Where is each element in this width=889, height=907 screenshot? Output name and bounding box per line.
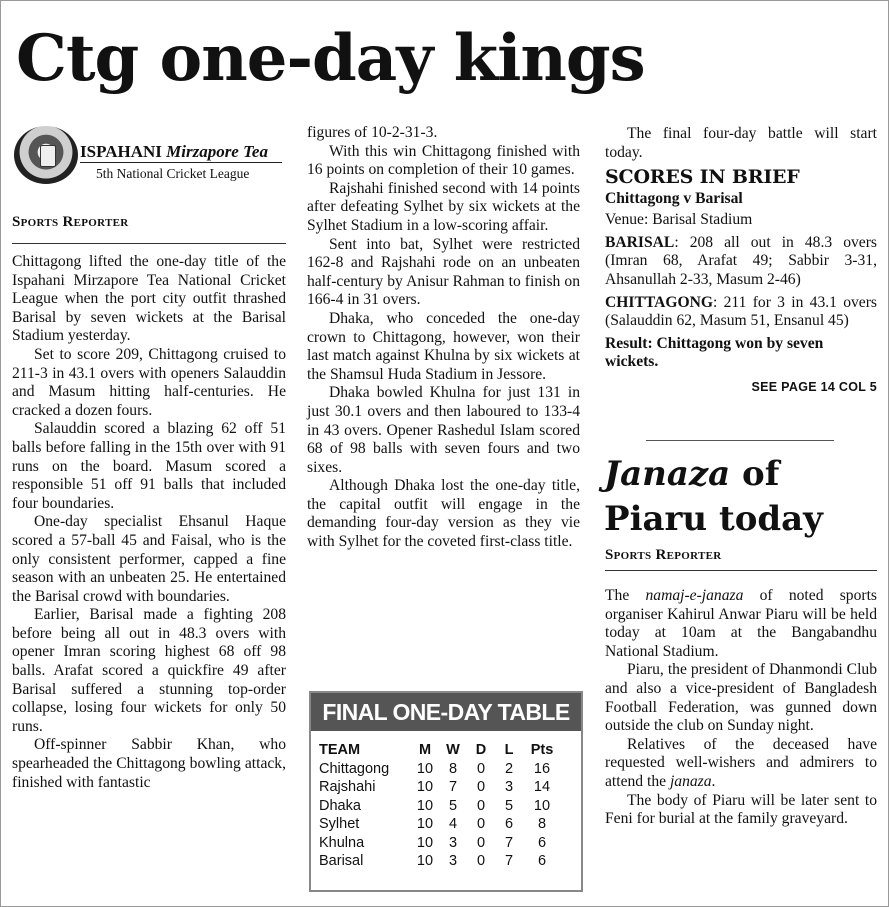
sponsor-subtitle: 5th National Cricket League <box>96 166 250 181</box>
draws-cell: 0 <box>476 834 486 851</box>
barisal-score-text: : 208 all out in 48.3 overs (Imran 68, Arafat 49; Sabbir 3-31, Ahsanullah 2-33, Masum 2-46) <box>605 233 877 288</box>
col-header-points: Pts <box>530 742 554 758</box>
sponsor-brand-italic: Mirzapore Tea <box>166 142 268 161</box>
wins-cell: 8 <box>448 760 458 777</box>
col-header-losses: L <box>504 742 514 758</box>
barisal-scorecard <box>605 234 877 290</box>
matches-cell: 10 <box>416 760 434 777</box>
section-divider <box>646 440 834 441</box>
article-paragraph: Salauddin scored a blazing 62 off 51 balls before falling in the 15th over with 91 runs on the board. Masum scored a responsible 51 off 91 balls that included four boundaries. <box>12 420 286 512</box>
article-paragraph: Earlier, Barisal made a fighting 208 before being all out in 48.3 overs with opener Imran scoring highest 68 off 98 balls. Arafat scored a quickfire 49 after Barisal suffered a stunning top-order collapse, losing four wickets for only 50 runs. <box>12 606 286 735</box>
text-run: . <box>711 772 716 790</box>
article-paragraph: figures of 10-2-31-3. <box>307 124 438 141</box>
table-row <box>319 815 561 834</box>
col-header-wins: W <box>446 742 460 758</box>
col-header-matches: M <box>418 742 432 758</box>
article-paragraph: Chittagong lifted the one-day title of the Ispahani Mirzapore Tea National Cricket League when the port city outfit thrashed Barisal by seven wickets at the Barisal Stadium yesterday. <box>12 253 286 345</box>
wins-cell: 3 <box>448 853 458 869</box>
text-run: The <box>605 587 646 604</box>
matches-cell: 10 <box>416 797 434 814</box>
standings-table <box>319 741 561 871</box>
headline: Ctg one-day kings <box>16 21 645 96</box>
wins-cell: 3 <box>448 834 458 851</box>
article-column-2 <box>307 124 580 552</box>
col-header-team: TEAM <box>319 742 361 758</box>
match-result: Result: Chittagong won by seven wickets. <box>605 334 824 371</box>
draws-cell: 0 <box>476 816 486 832</box>
losses-cell: 5 <box>504 797 514 814</box>
chittagong-scorecard <box>605 294 877 331</box>
team-cell: Rajshahi <box>319 779 376 795</box>
italic-term: janaza <box>669 772 712 790</box>
article-paragraph: Dhaka bowled Khulna for just 131 in just 30.1 overs and then laboured to 133-4 in 43 overs. Opener Rashedul Islam scored 68 of 98 balls with seven fours and two sixes. <box>307 384 580 476</box>
sponsor-brand: ISPAHANI <box>80 142 162 161</box>
draws-cell: 0 <box>476 797 486 814</box>
article-paragraph: Rajshahi finished second with 14 points after defeating Sylhet by six wickets at the Sylhet Stadium in a low-scoring affair. <box>307 179 580 234</box>
wins-cell: 7 <box>448 779 458 795</box>
points-cell: 8 <box>537 816 547 832</box>
scores-in-brief-heading: SCORES IN BRIEF <box>605 166 800 189</box>
venue-line: Venue: Barisal Stadium <box>605 211 753 229</box>
points-cell: 16 <box>533 760 551 777</box>
article-column-1 <box>12 253 286 792</box>
team-cell: Sylhet <box>319 816 360 832</box>
sponsor-title <box>80 142 268 162</box>
main-byline: Sports Reporter <box>12 214 129 230</box>
article-paragraph: Set to score 209, Chittagong cruised to 211-3 in 43.1 overs with openers Salauddin and Masum hitting half-centuries. He cracked a dozen fours. <box>12 345 286 419</box>
article-paragraph: One-day specialist Ehsanul Haque scored a 57-ball 45 and Faisal, who is the only consistent performer, capped a fine season with an unbeaten 25. He entertained the Barisal crowd with boundaries. <box>12 513 286 605</box>
matches-cell: 10 <box>416 853 434 869</box>
janaza-article-body <box>605 587 877 829</box>
ispahani-logo-icon <box>14 126 78 184</box>
janaza-headline-line2: Piaru today <box>604 499 823 539</box>
team-cell: Barisal <box>319 853 364 869</box>
article-paragraph: The body of Piaru will be later sent to Feni for burial at the family graveyard. <box>605 791 877 828</box>
team-cell: Dhaka <box>319 797 361 814</box>
janaza-byline: Sports Reporter <box>605 547 722 563</box>
text-run: Relatives of the deceased have requested well-wishers and admirers to attend the <box>605 735 877 790</box>
matches-cell: 10 <box>416 816 434 832</box>
losses-cell: 7 <box>504 834 514 851</box>
table-row <box>319 797 561 816</box>
team-cell: Chittagong <box>319 760 390 777</box>
wins-cell: 5 <box>448 797 458 814</box>
article-column-3 <box>605 125 877 397</box>
article-paragraph: The final four-day battle will start today. <box>605 125 877 161</box>
matches-cell: 10 <box>416 779 434 795</box>
points-cell: 10 <box>533 797 551 814</box>
draws-cell: 0 <box>476 760 486 777</box>
article-paragraph: Off-spinner Sabbir Khan, who spearheaded the Chittagong bowling attack, finished with fantastic <box>12 736 286 791</box>
wins-cell: 4 <box>448 816 458 832</box>
points-cell: 6 <box>537 834 547 851</box>
table-row <box>319 852 561 871</box>
chittagong-score-text: : 211 for 3 in 43.1 overs (Salauddin 62, Masum 51, Ensanul 45) <box>605 293 877 330</box>
col-header-draws: D <box>475 742 487 758</box>
article-paragraph <box>605 587 877 661</box>
table-title: FINAL ONE-DAY TABLE <box>311 693 581 731</box>
draws-cell: 0 <box>476 779 486 795</box>
losses-cell: 6 <box>504 816 514 832</box>
team-cell: Khulna <box>319 834 365 851</box>
article-paragraph: With this win Chittagong finished with 16 points on completion of their 10 games. <box>307 142 580 179</box>
table-row <box>319 760 561 779</box>
article-paragraph: Dhaka, who conceded the one-day crown to Chittagong, however, won their last match against Khulna by six wickets at the Shamsul Huda Stadium in Jessore. <box>307 309 580 383</box>
table-header-row <box>319 741 561 760</box>
barisal-team-label: BARISAL <box>605 233 675 251</box>
sponsor-banner <box>12 122 286 192</box>
janaza-headline <box>604 452 823 542</box>
losses-cell: 2 <box>504 760 514 777</box>
article-paragraph <box>605 736 877 792</box>
table-row <box>319 834 561 853</box>
losses-cell: 3 <box>504 779 514 795</box>
chittagong-team-label: CHITTAGONG <box>605 293 714 311</box>
losses-cell: 7 <box>504 853 514 869</box>
article-paragraph: Sent into bat, Sylhet were restricted 162-8 and Rajshahi rode on an unbeaten half-century by Anisur Rahman to finish on 166-4 in 31 overs. <box>307 235 580 309</box>
final-one-day-table <box>309 691 583 892</box>
janaza-headline-of: of <box>730 454 780 494</box>
see-page-reference: SEE PAGE 14 COL 5 <box>751 379 877 394</box>
points-cell: 6 <box>537 853 547 869</box>
article-paragraph: Although Dhaka lost the one-day title, the capital outfit will engage in the demanding four-day version as they vie with Sylhet for the coveted first-class title. <box>307 477 580 551</box>
italic-term: namaj-e-janaza <box>645 587 744 604</box>
janaza-headline-italic: Janaza <box>604 454 731 494</box>
match-title: Chittagong v Barisal <box>605 190 743 208</box>
points-cell: 14 <box>533 779 551 795</box>
byline-divider <box>12 243 286 244</box>
text-run: of noted sports organiser Kahirul Anwar Piaru will be held today at 10am at the Bangabandhu National Stadium. <box>605 587 877 660</box>
article-paragraph: Piaru, the president of Dhanmondi Club and also a vice-president of Bangladesh Football Federation, was gunned down outside the club on Sunday night. <box>605 661 877 735</box>
janaza-byline-divider <box>605 570 877 571</box>
sponsor-divider <box>80 162 282 163</box>
draws-cell: 0 <box>476 853 486 869</box>
matches-cell: 10 <box>416 834 434 851</box>
table-row <box>319 778 561 797</box>
